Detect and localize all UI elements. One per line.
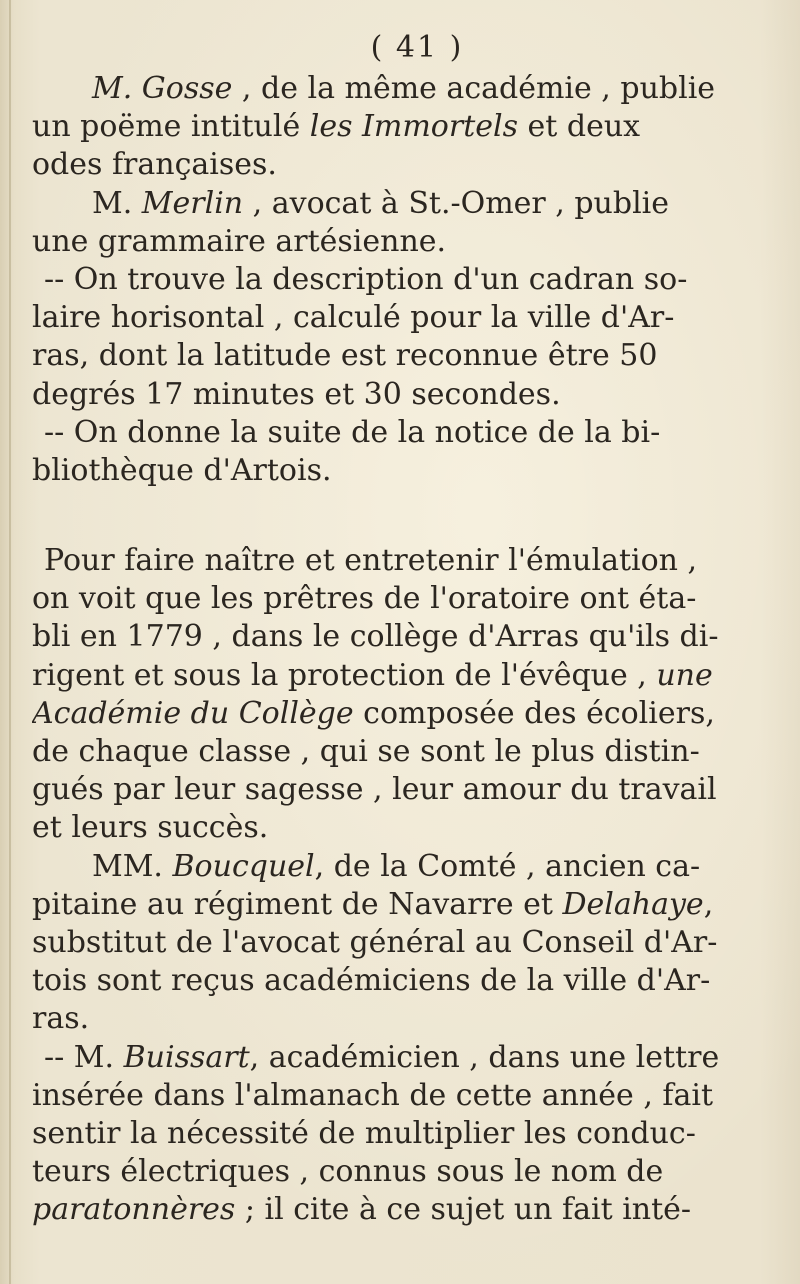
text-line: rigent et sous la protection de l'évêque , une xyxy=(32,657,713,693)
text-line: une grammaire artésienne. xyxy=(32,223,447,259)
text-line: Académie du Collège composée des écoliers, xyxy=(32,695,715,731)
page-text xyxy=(32,30,772,1229)
author-name: M. Gosse xyxy=(92,71,233,106)
text-line: et leurs succès. xyxy=(32,810,269,846)
text-line: M. Gosse , de la même académie , publie xyxy=(92,71,716,106)
work-title: les Immortels xyxy=(309,109,518,145)
text-line: -- On trouve la description d'un cadran so- xyxy=(44,261,688,297)
author-name: Boucquel xyxy=(172,848,315,884)
page-number: ( 41 ) xyxy=(370,30,464,65)
author-name: Buissart xyxy=(123,1039,250,1075)
term: paratonnères xyxy=(32,1192,236,1228)
page-gutter xyxy=(9,0,11,1284)
text-line: gués par leur sagesse , leur amour du travail xyxy=(32,772,717,808)
text-line: laire horisontal , calculé pour la ville d'Ar- xyxy=(32,300,675,336)
text-line: pitaine au régiment de Navarre et Delahaye, xyxy=(32,886,714,922)
text-line: paratonnères ; il cite à ce sujet un fait inté- xyxy=(32,1192,692,1228)
text-line: bliothèque d'Artois. xyxy=(32,452,332,488)
text-line: ras, dont la latitude est reconnue être 50 xyxy=(32,338,658,374)
text-line: bli en 1779 , dans le collège d'Arras qu'ils di- xyxy=(32,619,719,655)
text-line: -- On donne la suite de la notice de la bi- xyxy=(44,414,661,450)
text-line: M. Merlin , avocat à St.-Omer , publie xyxy=(92,185,670,221)
text-line: odes françaises. xyxy=(32,147,277,183)
text-line: MM. Boucquel, de la Comté , ancien ca- xyxy=(92,848,701,884)
text-line: teurs électriques , connus sous le nom de xyxy=(32,1154,664,1190)
text-line: substitut de l'avocat général au Conseil d'Ar- xyxy=(32,924,718,960)
text-line: -- M. Buissart, académicien , dans une lettre xyxy=(44,1039,720,1075)
text-line: sentir la nécessité de multiplier les conduc- xyxy=(32,1115,696,1151)
year-heading xyxy=(32,498,772,542)
text-line: de chaque classe , qui se sont le plus distin- xyxy=(32,734,700,769)
author-name: Delahaye xyxy=(562,886,704,922)
text-line: degrés 17 minutes et 30 secondes. xyxy=(32,376,561,412)
text-line: un poëme intitulé les Immortels et deux xyxy=(32,109,641,145)
text-line: on voit que les prêtres de l'oratoire ont éta- xyxy=(32,581,697,617)
author-name: Merlin xyxy=(141,185,244,221)
text-line: tois sont reçus académiciens de la ville d'Ar- xyxy=(32,963,711,999)
text-line: ras. xyxy=(32,1001,90,1037)
academy-name: Académie du Collège xyxy=(32,695,354,731)
text-line: insérée dans l'almanach de cette année , fait xyxy=(32,1077,714,1113)
text-line: Pour faire naître et entretenir l'émulation , xyxy=(44,543,698,579)
